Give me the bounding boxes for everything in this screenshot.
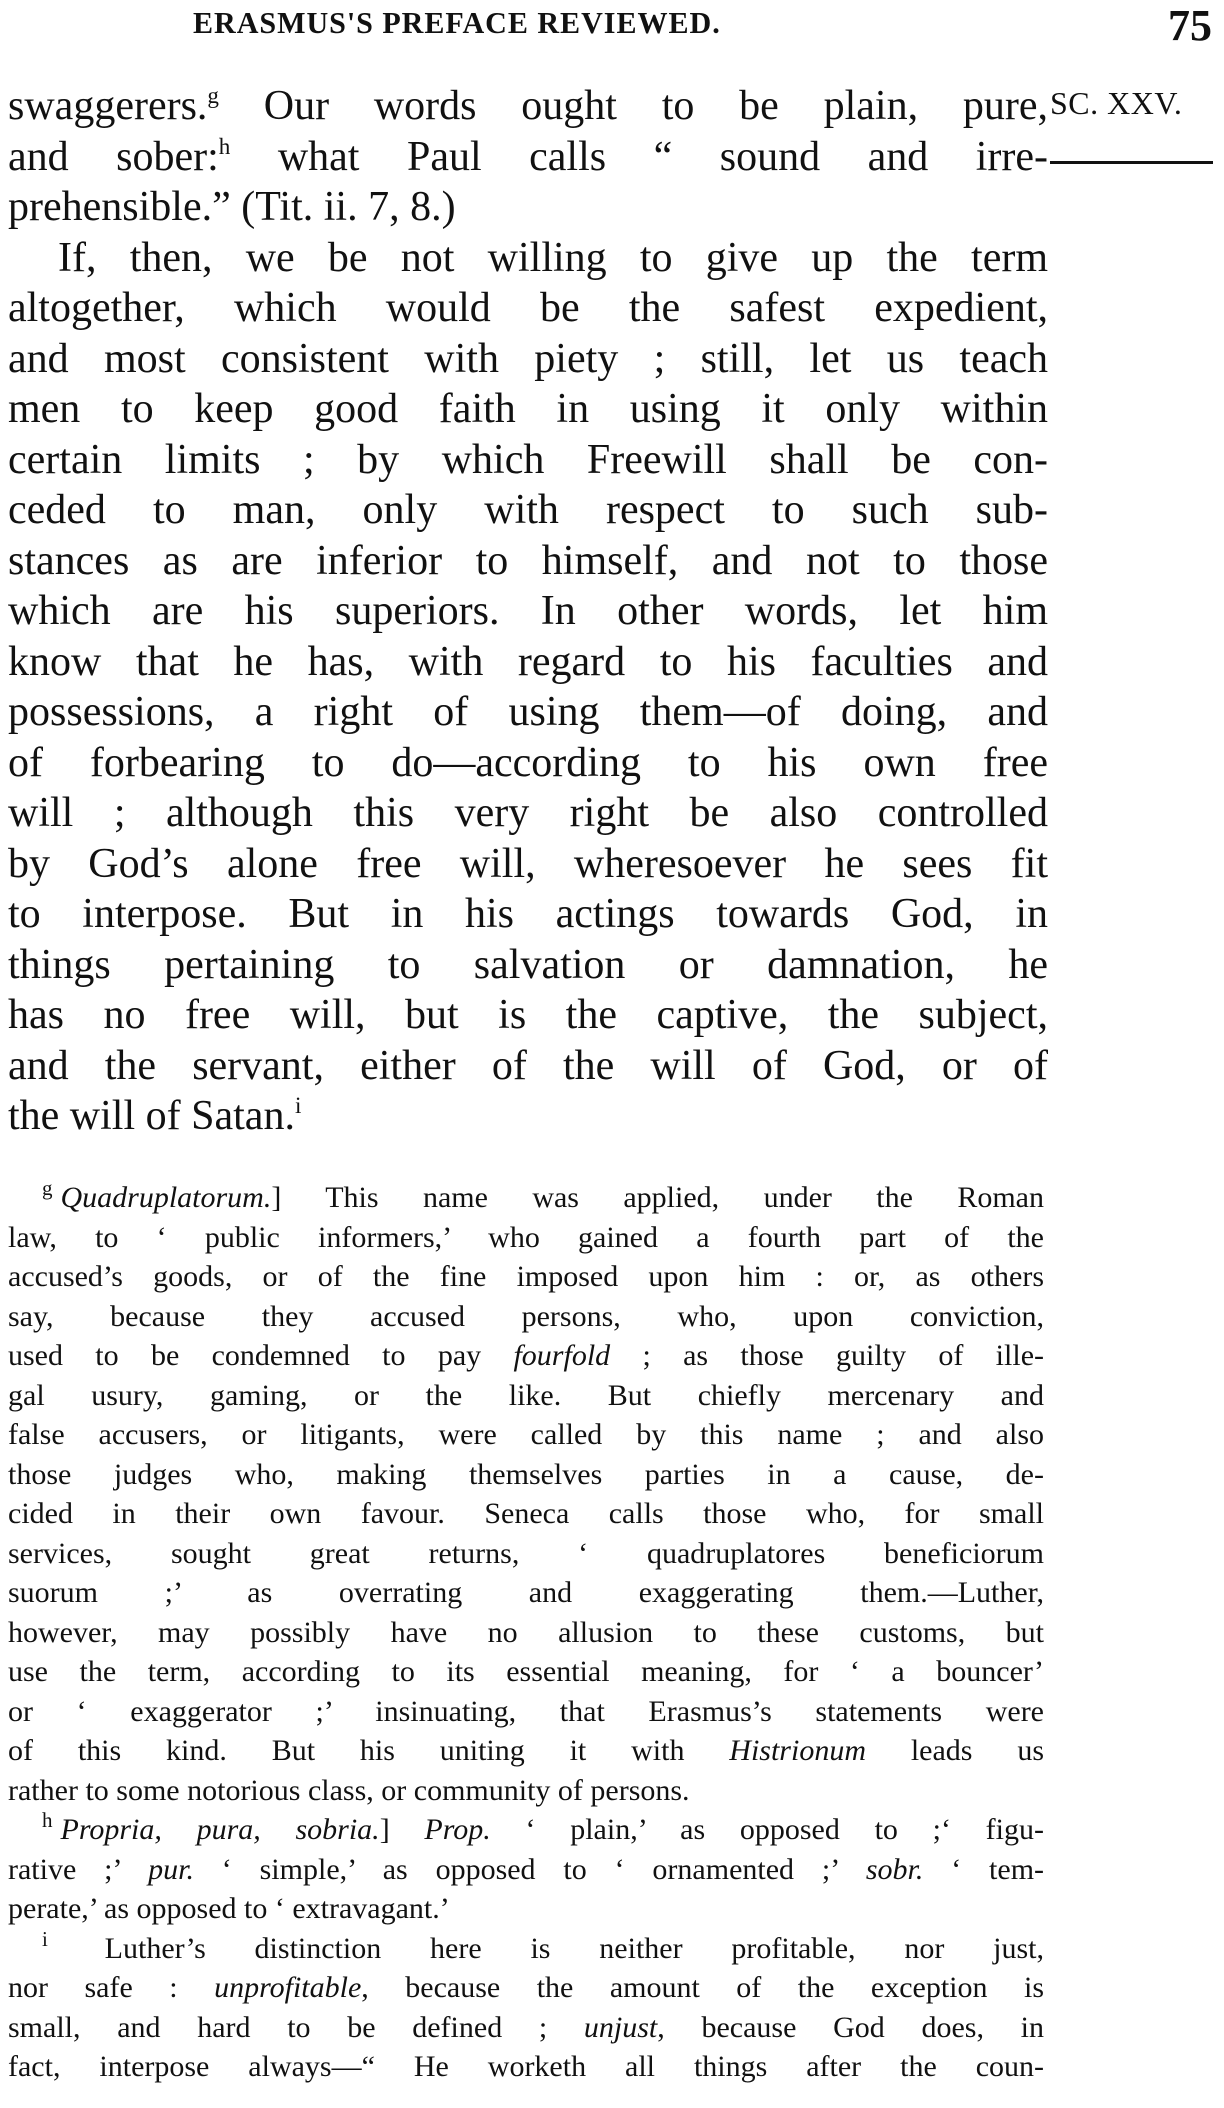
- text-run: however, may possibly have no allusion to these customs, but: [8, 1615, 1044, 1649]
- footnote-line: [8, 1731, 1044, 1771]
- text-run: swaggerers.: [8, 83, 208, 129]
- footnote-line: [8, 1968, 1044, 2008]
- body-line: [8, 637, 1048, 688]
- page-number: 75: [1168, 1, 1212, 50]
- body-line: [8, 940, 1048, 991]
- body-line: [8, 384, 1048, 435]
- body-line: [8, 233, 1048, 284]
- body-line: [8, 990, 1048, 1041]
- body-line: [8, 889, 1048, 940]
- footnote-line: [8, 1810, 1044, 1850]
- body-line: [8, 283, 1048, 334]
- text-run: things pertaining to salvation or damnation, he: [8, 941, 1048, 988]
- body-line: [8, 1041, 1048, 1092]
- text-run: the will of Satan.: [8, 1093, 295, 1139]
- text-run: services, sought great returns, ‘ quadruplatores beneficiorum: [8, 1536, 1044, 1570]
- footnote-line: [8, 1178, 1044, 1218]
- text-run: leads us: [865, 1734, 1044, 1767]
- body-line: [8, 435, 1048, 486]
- text-run: ‘ tem-: [923, 1852, 1045, 1886]
- body-line: [8, 81, 1048, 132]
- footnote-line: [8, 1455, 1044, 1495]
- text-run: say, because they accused persons, who, upon conviction,: [8, 1299, 1044, 1333]
- text-run: prehensible.” (Tit. ii. 7, 8.): [8, 184, 456, 230]
- text-run: used to be condemned to pay: [8, 1339, 514, 1372]
- text-run: of forbearing to do—according to his own free: [8, 739, 1048, 786]
- text-run: ‘ simple,’ as opposed to ‘ ornamented ;’: [193, 1852, 866, 1886]
- text-run: perate,’ as opposed to ‘ extravagant.’: [8, 1892, 450, 1925]
- footnote-line: [8, 1415, 1044, 1455]
- footnote-line: [8, 1926, 1044, 1969]
- text-run: and sober:: [8, 133, 219, 180]
- text-run: rative ;’: [8, 1852, 149, 1886]
- margin-rule-divider: [1050, 161, 1213, 164]
- footnote-line: [8, 1771, 1044, 1811]
- footnote-line: [8, 2008, 1044, 2048]
- footnote-marker: h: [42, 1808, 53, 1833]
- footnote-line: [8, 1850, 1044, 1890]
- text-run: cided in their own favour. Seneca calls those who, for small: [8, 1497, 1044, 1530]
- body-line: [8, 485, 1048, 536]
- body-line: [8, 132, 1048, 183]
- italic-text-run: fourfold: [513, 1339, 611, 1372]
- body-line: [8, 182, 1048, 233]
- footnote-marker: g: [42, 1176, 53, 1201]
- italic-text-run: unprofitable: [214, 1971, 362, 2004]
- footnote-line: [8, 1692, 1044, 1732]
- text-run: rather to some notorious class, or community of persons.: [8, 1773, 690, 1807]
- footnote-line: [8, 1652, 1044, 1692]
- footnote-line: [8, 1573, 1044, 1613]
- footnote-line: [8, 1534, 1044, 1574]
- text-run: altogether, which would be the safest expedient,: [8, 285, 1048, 331]
- text-run: Luther’s distinction here is neither profitable, nor just,: [55, 1931, 1044, 1965]
- text-run: ; as those guilty of ille-: [610, 1339, 1044, 1372]
- italic-text-run: Propria, pura, sobria.: [60, 1813, 380, 1846]
- footnote-reference: i: [294, 1091, 302, 1118]
- text-run: and most consistent with piety ; still, let us teach: [8, 335, 1048, 382]
- body-line: [8, 839, 1048, 890]
- text-run: and the servant, either of the will of God, or of: [8, 1042, 1048, 1089]
- footnote-line: [8, 1218, 1044, 1258]
- text-run: , because the amount of the exception is: [361, 1971, 1045, 2004]
- footnote-line: [8, 1613, 1044, 1653]
- body-line: [8, 536, 1048, 587]
- text-run: which are his superiors. In other words, let him: [8, 588, 1048, 634]
- text-run: what Paul calls “ sound and irre-: [230, 133, 1048, 180]
- text-run: If, then, we be not willing to give up the term: [58, 234, 1048, 281]
- text-run: accused’s goods, or of the fine imposed upon him : or, as others: [8, 1260, 1044, 1293]
- text-run: ]: [379, 1813, 425, 1846]
- footnote-line: [8, 2047, 1044, 2087]
- footnote-reference: g: [207, 81, 219, 108]
- text-run: to interpose. But in his actings towards God, in: [8, 891, 1048, 937]
- text-run: possessions, a right of using them—of doing, and: [8, 689, 1048, 735]
- text-run: fact, interpose always—“ He worketh all things after the coun-: [8, 2050, 1044, 2083]
- footnote-reference: h: [218, 132, 231, 159]
- body-line: [8, 1091, 1048, 1142]
- body-line: [8, 334, 1048, 385]
- body-line: [8, 788, 1048, 839]
- text-run: use the term, according to its essential meaning, for ‘ a bouncer’: [8, 1655, 1044, 1688]
- text-run: certain limits ; by which Freewill shall be con-: [8, 436, 1048, 483]
- italic-text-run: unjust: [583, 2010, 658, 2044]
- text-run: suorum ;’ as overrating and exaggerating them.—Luther,: [8, 1576, 1044, 1609]
- footnote-marker: i: [42, 1926, 48, 1951]
- text-run: nor safe :: [8, 1971, 215, 2004]
- body-text: [8, 81, 1048, 1142]
- text-run: know that he has, with regard to his faculties and: [8, 638, 1048, 685]
- text-run: men to keep good faith in using it only within: [8, 386, 1048, 432]
- text-run: by God’s alone free will, wheresoever he sees fit: [8, 840, 1048, 887]
- body-line: [8, 687, 1048, 738]
- text-run: will ; although this very right be also controlled: [8, 790, 1048, 836]
- footnote-line: [8, 1376, 1044, 1416]
- text-run: of this kind. But his uniting it with: [8, 1734, 730, 1767]
- text-run: ] This name was applied, under the Roman: [271, 1181, 1044, 1214]
- text-run: law, to ‘ public informers,’ who gained a fourth part of the: [8, 1220, 1044, 1254]
- running-head-title: ERASMUS'S PREFACE REVIEWED.: [193, 5, 721, 40]
- footnote-line: [8, 1336, 1044, 1376]
- text-run: has no free will, but is the captive, the subject,: [8, 992, 1048, 1038]
- text-run: or ‘ exaggerator ;’ insinuating, that Erasmus’s statements were: [8, 1694, 1044, 1728]
- text-run: ‘ plain,’ as opposed to ;‘ figu-: [490, 1813, 1044, 1846]
- body-line: [8, 738, 1048, 789]
- italic-text-run: pur.: [148, 1852, 194, 1886]
- italic-text-run: Quadruplatorum.: [60, 1181, 272, 1214]
- body-line: [8, 586, 1048, 637]
- text-run: stances as are inferior to himself, and not to those: [8, 537, 1048, 584]
- text-run: , because God does, in: [657, 2010, 1044, 2044]
- text-run: Our words ought to be plain, pure,: [218, 83, 1048, 129]
- text-run: false accusers, or litigants, were called by this name ; and also: [8, 1418, 1044, 1451]
- text-run: gal usury, gaming, or the like. But chiefly mercenary and: [8, 1378, 1044, 1412]
- text-run: those judges who, making themselves parties in a cause, de-: [8, 1457, 1044, 1491]
- footnote-line: [8, 1889, 1044, 1929]
- text-run: ceded to man, only with respect to such sub-: [8, 487, 1048, 533]
- text-run: small, and hard to be defined ;: [8, 2010, 584, 2044]
- margin-section-note: SC. XXV.: [1050, 85, 1183, 121]
- footnote-line: [8, 1494, 1044, 1534]
- italic-text-run: sobr.: [865, 1852, 924, 1886]
- footnotes: [8, 1178, 1044, 2087]
- footnote-line: [8, 1257, 1044, 1297]
- italic-text-run: Histrionum: [729, 1734, 866, 1767]
- italic-text-run: Prop.: [424, 1813, 491, 1846]
- footnote-line: [8, 1297, 1044, 1337]
- running-head: [0, 0, 1224, 60]
